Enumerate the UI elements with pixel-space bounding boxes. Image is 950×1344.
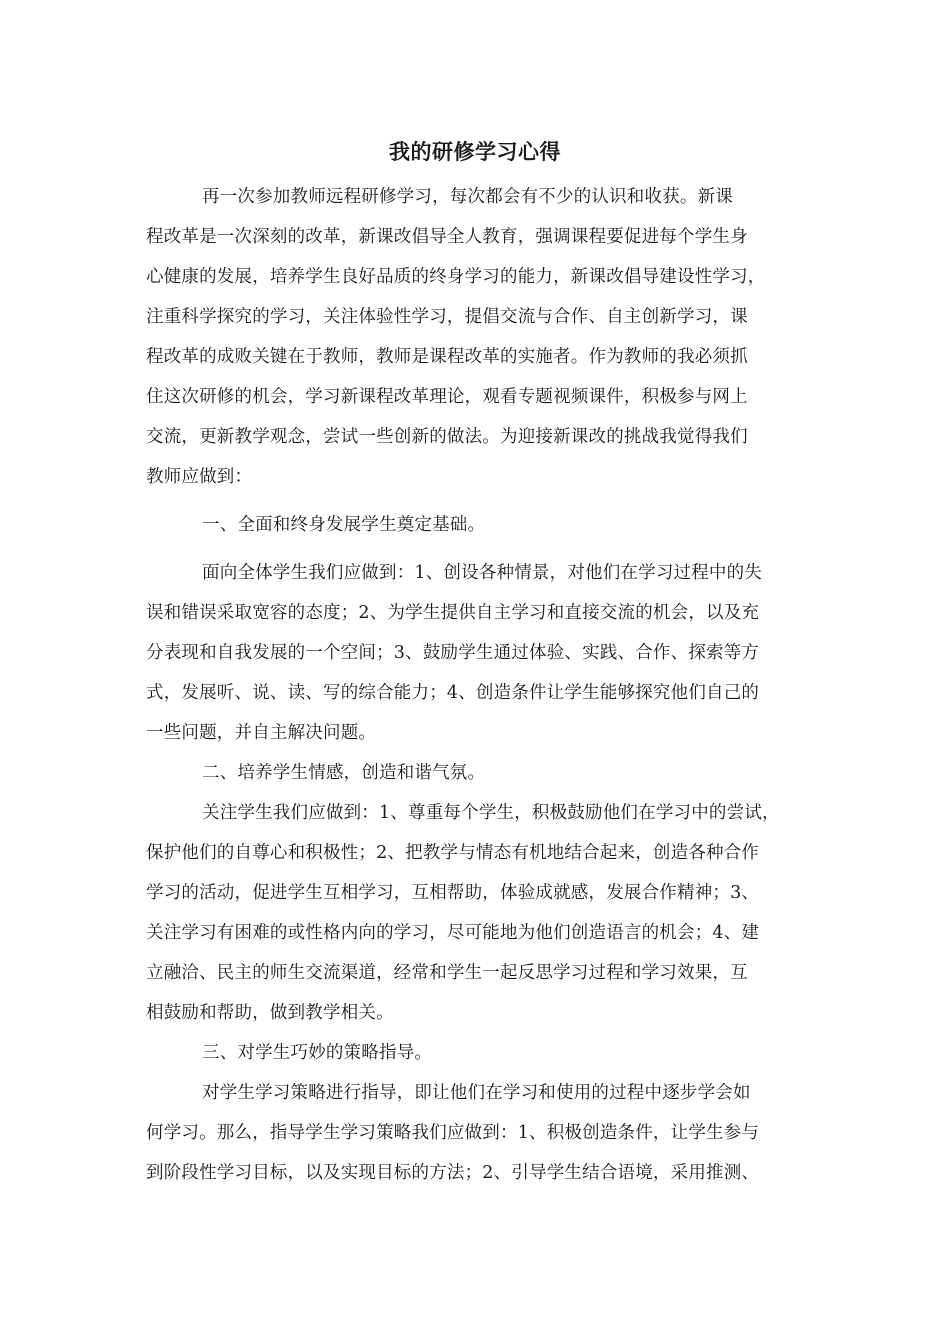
paragraph-line: 相鼓励和帮助，做到教学相关。 <box>146 1003 394 1023</box>
paragraph-line: 程改革的成败关键在于教师，教师是课程改革的实施者。作为教师的我必须抓 <box>146 347 748 367</box>
section-heading: 三、对学生巧妙的策略指导。 <box>202 1043 433 1063</box>
paragraph-line: 学习的活动，促进学生互相学习，互相帮助，体验成就感，发展合作精神；3、 <box>146 883 760 903</box>
paragraph-line: 对学生学习策略进行指导，即让他们在学习和使用的过程中逐步学会如 <box>202 1083 751 1103</box>
paragraph-line: 面向全体学生我们应做到：1、创设各种情景，对他们在学习过程中的失 <box>202 563 763 583</box>
section-heading: 一、全面和终身发展学生奠定基础。 <box>202 515 486 535</box>
paragraph-line: 保护他们的自尊心和积极性；2、把教学与情态有机地结合起来，创造各种合作 <box>146 843 760 863</box>
paragraph-line: 程改革是一次深刻的改革，新课改倡导全人教育，强调课程要促进每个学生身 <box>146 227 748 247</box>
paragraph-line: 立融洽、民主的师生交流渠道，经常和学生一起反思学习过程和学习效果，互 <box>146 963 748 983</box>
paragraph-line: 一些问题，并自主解决问题。 <box>146 723 377 743</box>
document-body <box>146 177 806 1193</box>
paragraph-line: 到阶段性学习目标，以及实现目标的方法；2、引导学生结合语境，采用推测、 <box>146 1163 760 1183</box>
paragraph-line: 何学习。那么，指导学生学习策略我们应做到：1、积极创造条件，让学生参与 <box>146 1123 760 1143</box>
document-title: 我的研修学习心得 <box>389 140 561 164</box>
paragraph-line: 式，发展听、说、读、写的综合能力；4、创造条件让学生能够探究他们自己的 <box>146 683 760 703</box>
paragraph-line: 分表现和自我发展的一个空间；3、鼓励学生通过体验、实践、合作、探索等方 <box>146 643 760 663</box>
paragraph-line: 关注学习有困难的或性格内向的学习，尽可能地为他们创造语言的机会；4、建 <box>146 923 760 943</box>
paragraph-line: 注重科学探究的学习，关注体验性学习，提倡交流与合作、自主创新学习，课 <box>146 307 748 327</box>
section-heading: 二、培养学生情感，创造和谐气氛。 <box>202 763 486 783</box>
paragraph-line: 住这次研修的机会，学习新课程改革理论，观看专题视频课件，积极参与网上 <box>146 387 748 407</box>
paragraph-line: 心健康的发展，培养学生良好品质的终身学习的能力，新课改倡导建设性学习， <box>146 267 766 287</box>
paragraph-line: 误和错误采取宽容的态度；2、为学生提供自主学习和直接交流的机会，以及充 <box>146 603 760 623</box>
paragraph-line: 再一次参加教师远程研修学习，每次都会有不少的认识和收获。新课 <box>202 187 733 207</box>
paragraph-line: 关注学生我们应做到：1、尊重每个学生，积极鼓励他们在学习中的尝试， <box>202 803 780 823</box>
paragraph-line: 教师应做到： <box>146 467 253 487</box>
paragraph-line: 交流，更新教学观念，尝试一些创新的做法。为迎接新课改的挑战我觉得我们 <box>146 427 748 447</box>
